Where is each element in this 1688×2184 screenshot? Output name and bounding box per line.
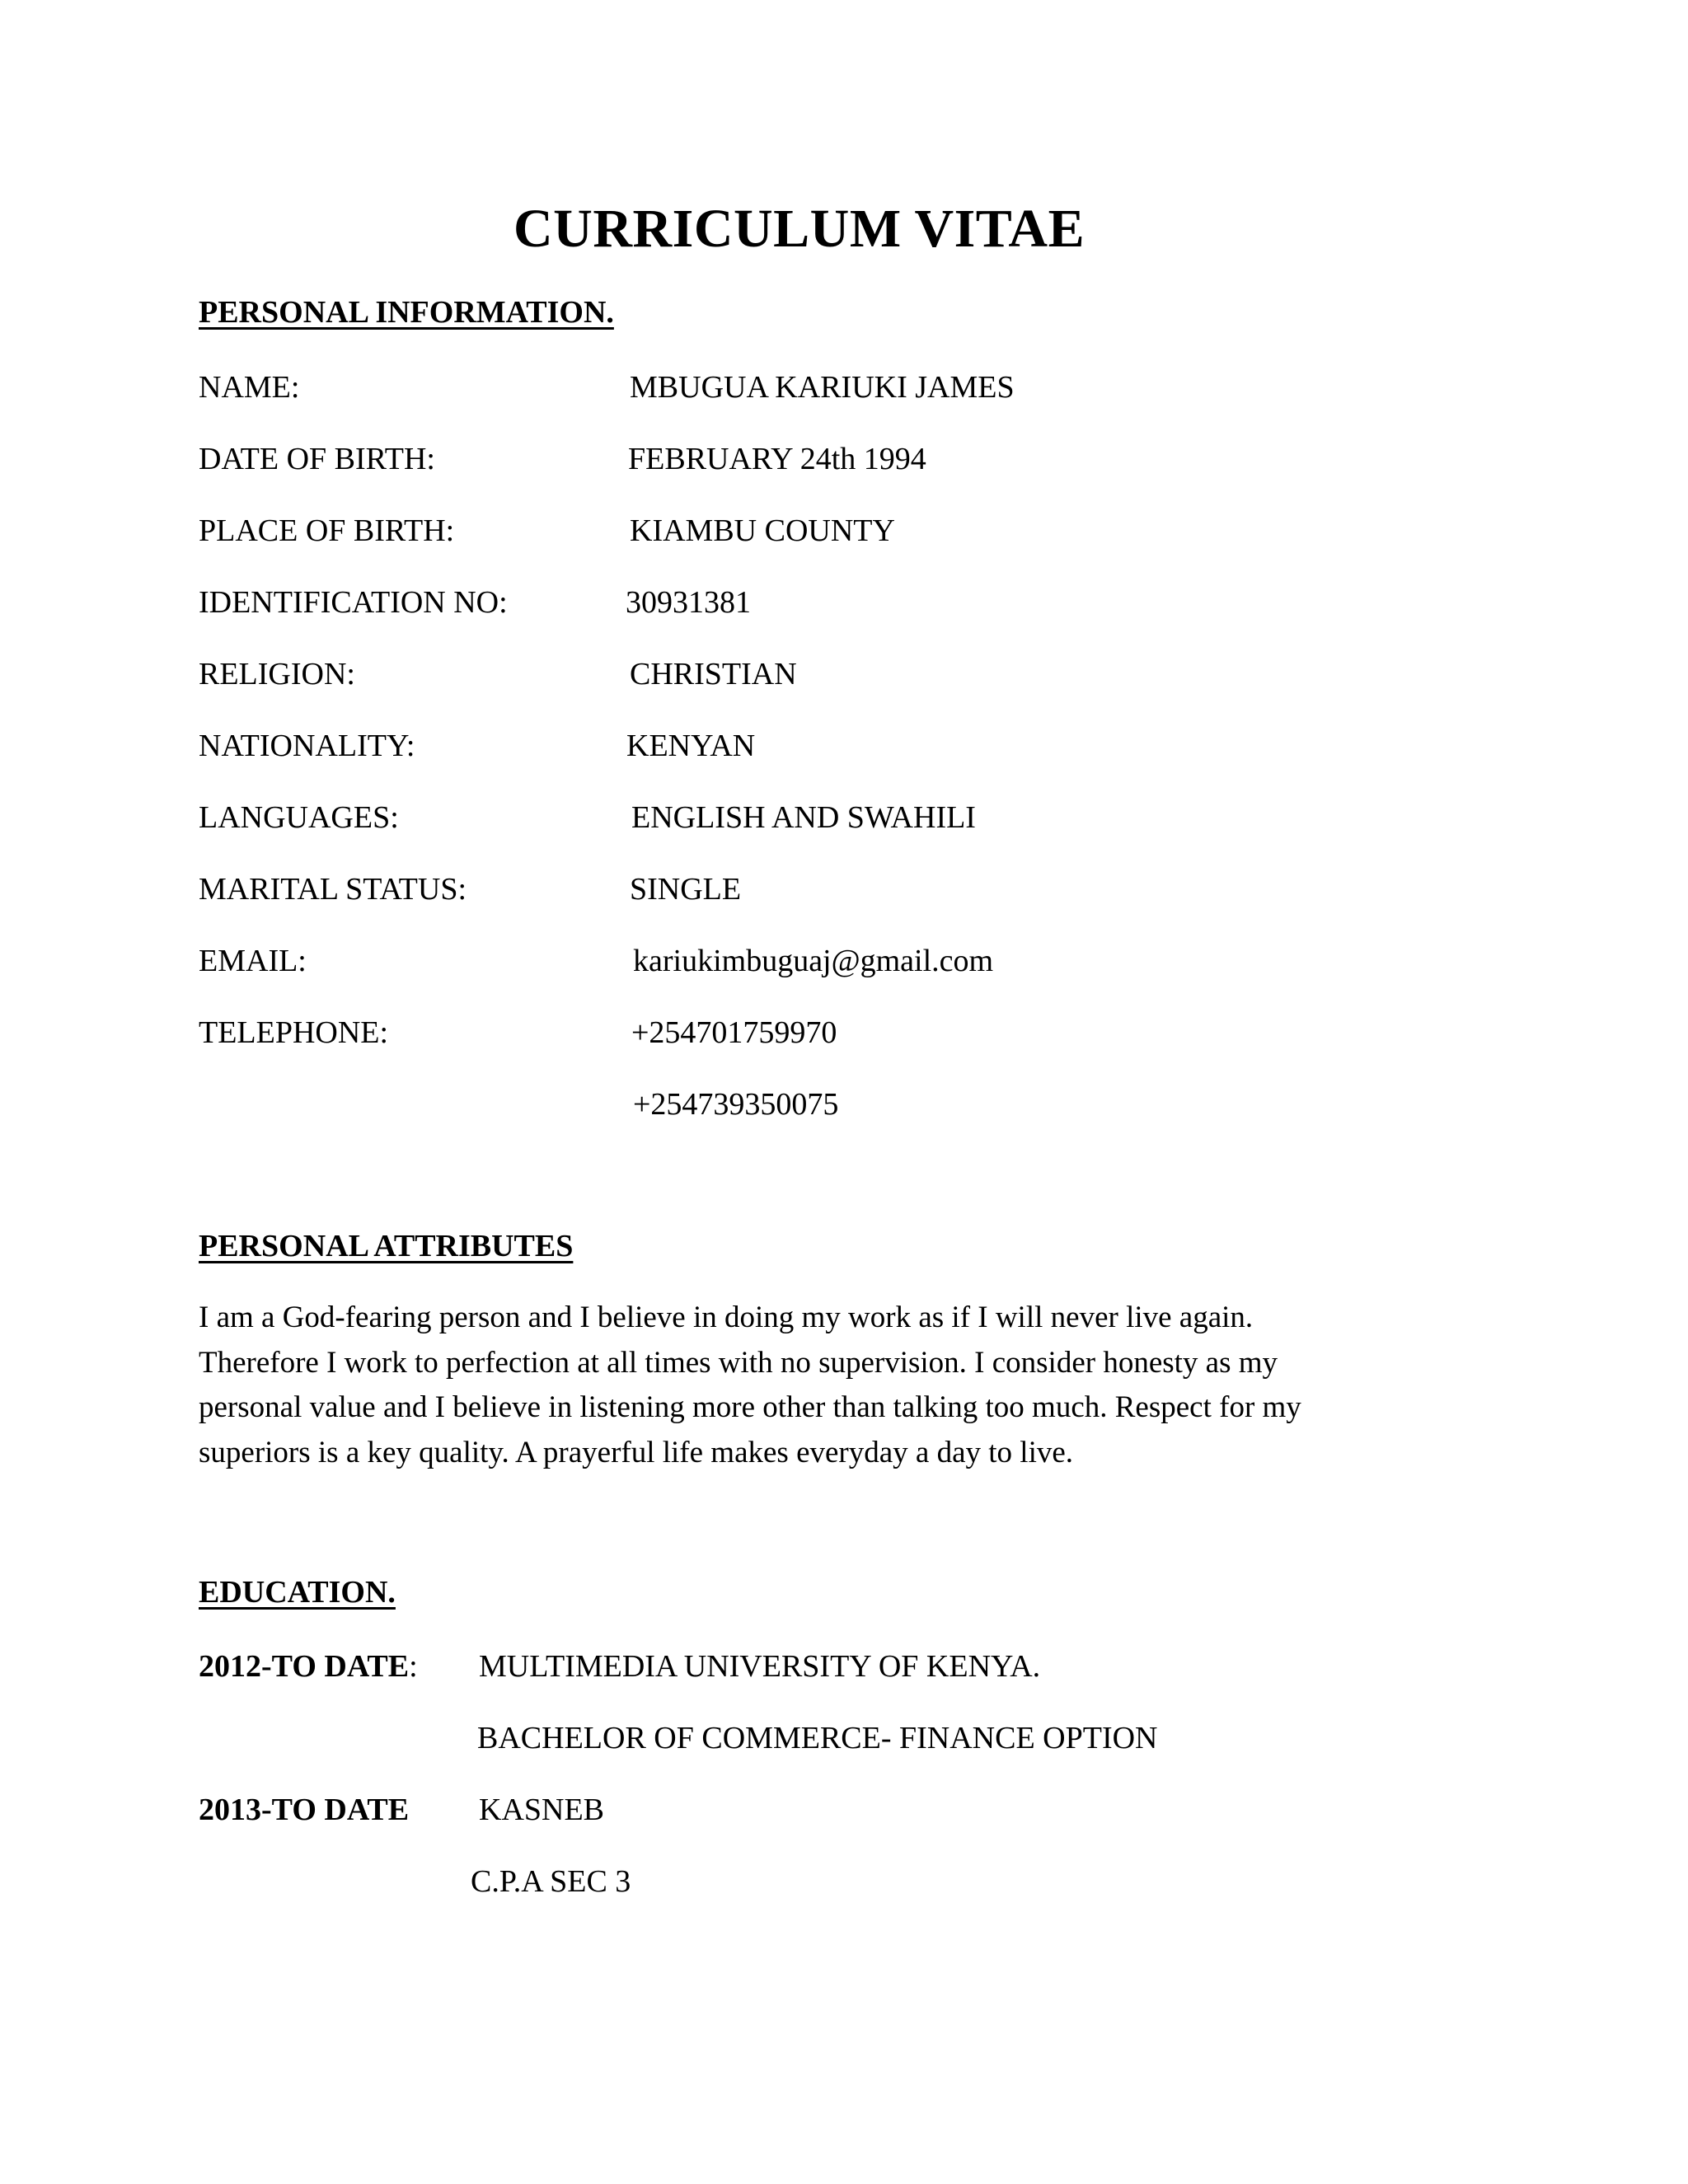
education-institution: MULTIMEDIA UNIVERSITY OF KENYA. bbox=[479, 1649, 1041, 1684]
education-period-suffix: : bbox=[409, 1649, 418, 1684]
info-label: RELIGION: bbox=[199, 657, 355, 691]
info-value: FEBRUARY 24th 1994 bbox=[628, 442, 926, 476]
info-value: CHRISTIAN bbox=[630, 657, 797, 691]
education-period-text: 2013-TO DATE bbox=[199, 1793, 410, 1827]
personal-attributes-paragraph bbox=[199, 1296, 1484, 1475]
info-label: DATE OF BIRTH: bbox=[199, 442, 435, 476]
paragraph-line: superiors is a key quality. A prayerful life makes everyday a day to live. bbox=[199, 1435, 1074, 1469]
education-course: BACHELOR OF COMMERCE- FINANCE OPTION bbox=[477, 1721, 1158, 1755]
info-row-languages bbox=[0, 796, 1688, 839]
email-value: kariukimbuguaj@gmail.com bbox=[633, 944, 994, 978]
info-label: LANGUAGES: bbox=[199, 800, 399, 835]
paragraph-line: I am a God-fearing person and I believe in doing my work as if I will never live again. bbox=[199, 1301, 1254, 1334]
info-label: TELEPHONE: bbox=[199, 1015, 389, 1050]
info-row-identification-no bbox=[0, 581, 1688, 624]
info-value: ENGLISH AND SWAHILI bbox=[631, 800, 976, 835]
education-period-text: 2012-TO DATE bbox=[199, 1649, 410, 1684]
education-institution: KASNEB bbox=[479, 1793, 605, 1827]
info-row-nationality bbox=[0, 724, 1688, 767]
info-label: IDENTIFICATION NO: bbox=[199, 585, 508, 620]
paragraph-line: Therefore I work to perfection at all times with no supervision. I consider honesty as my bbox=[199, 1345, 1278, 1380]
info-value: SINGLE bbox=[630, 872, 742, 907]
info-row-religion bbox=[0, 653, 1688, 696]
info-label: PLACE OF BIRTH: bbox=[199, 513, 455, 548]
paragraph-line: personal value and I believe in listening more other than talking too much. Respect for my bbox=[199, 1390, 1301, 1424]
info-value: KIAMBU COUNTY bbox=[630, 513, 895, 548]
info-row-place-of-birth bbox=[0, 509, 1688, 552]
info-label: EMAIL: bbox=[199, 944, 307, 978]
education-course: C.P.A SEC 3 bbox=[471, 1864, 631, 1899]
education-heading: EDUCATION. bbox=[199, 1575, 396, 1610]
info-row-date-of-birth bbox=[0, 438, 1688, 480]
info-row-marital-status bbox=[0, 868, 1688, 911]
education-period bbox=[199, 1788, 409, 1831]
info-label: NAME: bbox=[199, 370, 300, 405]
info-label: MARITAL STATUS: bbox=[199, 872, 467, 907]
info-row-email bbox=[0, 940, 1688, 982]
info-value: MBUGUA KARIUKI JAMES bbox=[630, 370, 1015, 405]
info-value: 30931381 bbox=[626, 585, 751, 620]
info-row-name bbox=[0, 366, 1688, 409]
telephone-value: +254739350075 bbox=[633, 1087, 839, 1122]
telephone-value: +254701759970 bbox=[631, 1015, 837, 1050]
personal-attributes-heading: PERSONAL ATTRIBUTES bbox=[199, 1229, 574, 1263]
info-label: NATIONALITY: bbox=[199, 729, 415, 763]
info-row-telephone-secondary bbox=[0, 1083, 1688, 1126]
info-value: KENYAN bbox=[626, 729, 756, 763]
info-row-telephone bbox=[0, 1011, 1688, 1054]
document-title: CURRICULUM VITAE bbox=[513, 199, 1085, 259]
personal-information-heading: PERSONAL INFORMATION. bbox=[199, 295, 614, 330]
education-period bbox=[199, 1645, 418, 1688]
